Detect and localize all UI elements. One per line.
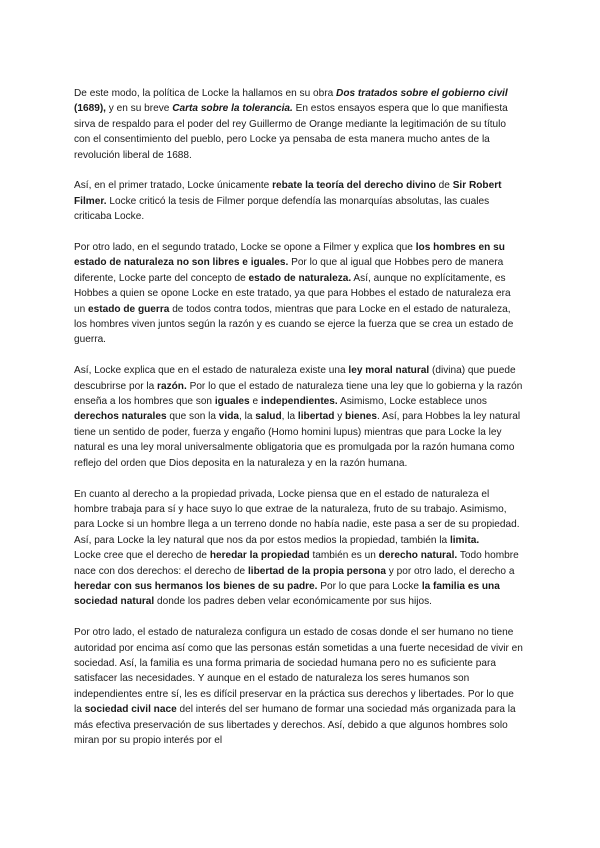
bold-text: iguales xyxy=(214,396,250,408)
bold-text: vida xyxy=(218,411,239,423)
paragraph xyxy=(74,178,524,224)
bold-text: derecho natural. xyxy=(378,550,458,562)
bold-text: rebate la teoría del derecho divino xyxy=(272,180,436,192)
paragraph xyxy=(74,363,524,471)
paragraph-text: En estos ensayos espera que lo que manifiesta sirva de respaldo para el poder del rey Guillermo de Orange mediante la legitimación de su título con el consentimiento del pueblo, pero Locke ya pensaba de esta manera mucho antes de la revolución liberal de 1688. xyxy=(74,103,508,161)
bold-text: la familia es una sociedad natural xyxy=(74,580,500,608)
bold-text: libertad de la propia persona xyxy=(247,565,386,577)
bold-text: razón. xyxy=(157,380,187,392)
bold-italic-title: Carta sobre la tolerancia. xyxy=(172,103,293,115)
paragraph-text: donde los padres deben velar económicamente por sus hijos. xyxy=(154,596,432,608)
paragraph-text: . Así, para Hobbes la ley natural tiene un sentido de poder, fuerza y engaño (Homo homini lupus) mientras que para Locke la ley natural es una ley moral universalmente obligatoria que es promulgada por la razón humana como reflejo del orden que Dios deposita en la naturaleza y en la razón humana. xyxy=(74,411,521,469)
bold-text: ley moral natural xyxy=(348,365,430,377)
paragraph-text: de todos contra todos, mientras que para Locke en el estado de naturaleza, los hombres viven juntos según la razón y es cuando se ejerce la fuerza que se crea un estado de guerra. xyxy=(74,303,514,346)
paragraph-text: Por lo que el estado de naturaleza tiene una ley que lo gobierna y la razón enseña a los hombres que son xyxy=(74,380,523,408)
paragraph-text: Locke cree que el derecho de xyxy=(74,550,210,562)
bold-text: heredar la propiedad xyxy=(209,550,310,562)
paragraph-text: Así, Locke explica que en el estado de naturaleza existe una xyxy=(74,365,349,377)
bold-italic-title: Dos tratados sobre el gobierno civil xyxy=(336,88,508,99)
bold-text: libertad xyxy=(297,411,335,423)
paragraph xyxy=(74,548,524,610)
paragraph-text: De este modo, la política de Locke la hallamos en su obra xyxy=(74,88,337,99)
bold-text: heredar con sus hermanos los bienes de su padre. xyxy=(74,580,318,592)
bold-text: los hombres en su estado de naturaleza no son libres e iguales. xyxy=(74,242,505,269)
bold-text: estado de guerra xyxy=(88,303,170,315)
paragraph-text: del interés del ser humano de formar una sociedad más organizada para la más efectiva preservación de sus libertades y derechos. Así, debido a que algunos hombres solo miran por su propio interés por el xyxy=(74,704,516,746)
paragraph-text: Locke criticó la tesis de Filmer porque defendía las monarquías absolutas, las cuales criticaba Locke. xyxy=(74,195,490,223)
paragraph-text: Por lo que al igual que Hobbes pero de manera diferente, Locke parte del concepto de xyxy=(74,257,504,284)
paragraph-text: que son la xyxy=(166,411,219,423)
bold-text: (1689), xyxy=(74,103,106,115)
bold-text: derechos naturales xyxy=(74,411,167,423)
paragraph-text: (divina) que puede descubrirse por la xyxy=(74,365,516,392)
paragraph-text: también es un xyxy=(309,550,379,562)
paragraph xyxy=(74,86,524,163)
paragraph-text: Por otro lado, en el segundo tratado, Locke se opone a Filmer y explica que xyxy=(74,242,416,254)
paragraph xyxy=(74,487,524,549)
paragraph-text: En cuanto al derecho a la propiedad privada, Locke piensa que en el estado de naturaleza el hombre trabaja para sí y hace suyo lo que extrae de la naturaleza, fruto de su trabajo. Asimismo, para Locke si un hombre llega a un terreno donde no había nadie, este pasa a ser de su propiedad. Así, para Locke la ley natural que nos da por estos medios la propiedad, también la xyxy=(74,488,520,546)
paragraph-text: y en su breve xyxy=(105,103,173,115)
paragraph-text: Así, en el primer tratado, Locke únicamente xyxy=(74,180,273,192)
paragraph xyxy=(74,625,524,748)
paragraph-text: de xyxy=(435,180,453,192)
document-body xyxy=(74,86,524,764)
paragraph-text: Por lo que para Locke xyxy=(317,580,422,592)
paragraph-text: Así, aunque no explícitamente, es Hobbes a quien se opone Locke en este tratado, ya que para Hobbes el estado de naturaleza era un xyxy=(74,272,511,315)
paragraph-text: , la xyxy=(281,411,298,423)
bold-text: salud xyxy=(255,411,282,423)
paragraph-text: Todo hombre nace con dos derechos: el derecho de xyxy=(74,550,519,577)
bold-text: bienes xyxy=(345,411,378,423)
bold-text: limita. xyxy=(449,534,480,546)
paragraph-text: , la xyxy=(238,411,256,423)
bold-text: sociedad civil nace xyxy=(84,704,177,716)
bold-text: estado de naturaleza. xyxy=(248,272,352,284)
paragraph-text: e xyxy=(249,396,261,408)
bold-text: independientes. xyxy=(260,396,338,408)
paragraph-text: Por otro lado, el estado de naturaleza configura un estado de cosas donde el ser humano no tiene autoridad por encima así como que las personas están sometidas a una fuerte necesidad de vivir en sociedad. Así, la familia es una forma primaria de sociedad humana pero no es suficiente para satisfacer las necesidades. Y aunque en el estado de naturaleza los seres humanos son independientes entre sí, les es difícil preservar en la práctica sus derechos y libertades. Por lo que la xyxy=(74,627,523,716)
paragraph-text: y por otro lado, el derecho a xyxy=(385,565,515,577)
paragraph-text: Asimismo, Locke establece unos xyxy=(337,396,487,408)
paragraph-text: y xyxy=(334,411,346,423)
paragraph xyxy=(74,240,524,348)
bold-text: Sir Robert Filmer. xyxy=(74,180,502,207)
